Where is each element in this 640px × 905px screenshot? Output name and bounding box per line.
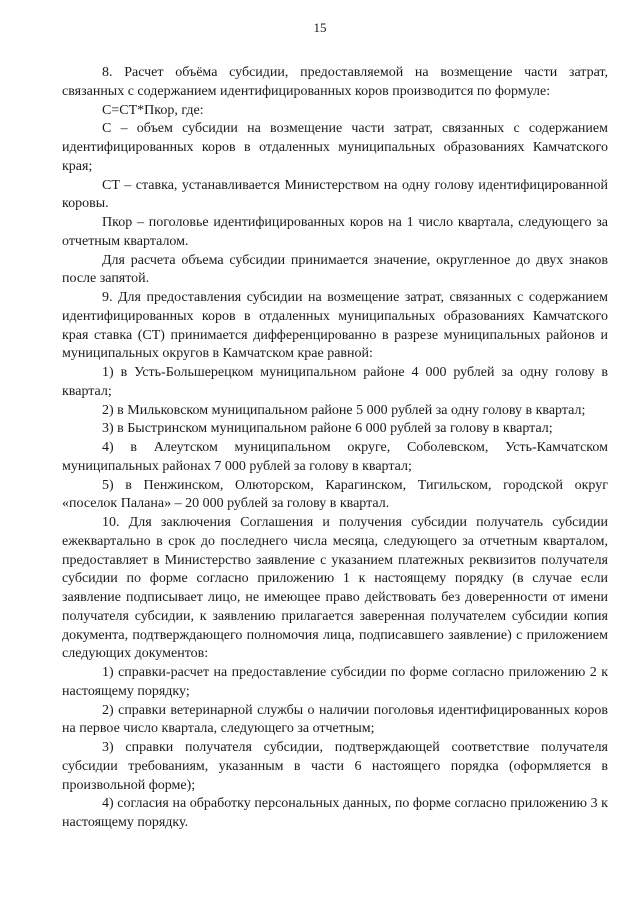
formula: С=СТ*Пкор, где: xyxy=(102,102,204,118)
rate-item-2: 2) в Мильковском муниципальном районе 5 000 рублей за одну голову в квартал; xyxy=(102,402,586,418)
document-item-2: 2) справки ветеринарной службы о наличии поголовья идентифицированных коров на первое число квартала, следующего за отчетным; xyxy=(62,702,608,737)
paragraph-10-application: 10. Для заключения Соглашения и получения субсидии получатель субсидии ежеквартально в срок до последнего числа месяца, следующего за отчетным кварталом, предоставляет в Министерство заявление с указанием платежных реквизитов получателя субсидии по форме согласно приложению 1 к настоящему порядку (в случае если заявление подписывает лицо, не имеющее право действовать без доверенности от имени получателя субсидии, к заявлению прилагается заверенная получателем субсидии копия документа, подтверждающего полномочия лица, подписавшего заявление) с приложением следующих документов: xyxy=(62,515,608,662)
document-item-4: 4) согласия на обработку персональных данных, по форме согласно приложению 3 к настоящему порядку. xyxy=(62,796,608,830)
rate-item-3: 3) в Быстринском муниципальном районе 6 000 рублей за голову в квартал; xyxy=(102,421,553,437)
paragraph-8-formula-intro: 8. Расчет объёма субсидии, предоставляемой на возмещение части затрат, связанных с содержанием идентифицированных коров производится по формуле: xyxy=(62,65,608,99)
paragraph-rounding: Для расчета объема субсидии принимается значение, округленное до двух знаков после запятой. xyxy=(62,252,608,287)
rate-item-5: 5) в Пенжинском, Олюторском, Карагинском, Тигильском, городской округ «поселок Палана» – 20 000 рублей за голову в квартал. xyxy=(62,477,608,512)
rate-item-4: 4) в Алеутском муниципальном округе, Соболевском, Усть-Камчатском муниципальных районах 7 000 рублей за голову в квартал; xyxy=(62,440,608,474)
paragraph-c-definition: С – объем субсидии на возмещение части затрат, связанных с содержанием идентифицированных коров в отдаленных муниципальных образованиях Камчатского края; xyxy=(62,121,608,174)
page-number: 15 xyxy=(313,20,327,35)
document-body xyxy=(62,64,608,833)
rate-item-1: 1) в Усть-Большерецком муниципальном районе 4 000 рублей за одну голову в квартал; xyxy=(62,365,608,399)
paragraph-9-rates-intro: 9. Для предоставления субсидии на возмещение затрат, связанных с содержанием идентифицированных коров в отдаленных муниципальных образованиях Камчатского края ставка (СТ) принимается дифференцированно в разрезе муниципальных районов и муниципальных округов в Камчатском крае равной: xyxy=(62,290,608,362)
paragraph-st-definition: СТ – ставка, устанавливается Министерством на одну голову идентифицированной коровы. xyxy=(62,177,608,212)
document-item-3: 3) справки получателя субсидии, подтверждающей соответствие получателя субсидии требованиям, указанным в части 6 настоящего порядка (оформляется в произвольной форме); xyxy=(62,740,608,793)
paragraph-pkor-definition: Пкор – поголовье идентифицированных коров на 1 число квартала, следующего за отчетным кварталом. xyxy=(62,215,608,249)
document-item-1: 1) справки-расчет на предоставление субсидии по форме согласно приложению 2 к настоящему порядку; xyxy=(62,665,608,699)
